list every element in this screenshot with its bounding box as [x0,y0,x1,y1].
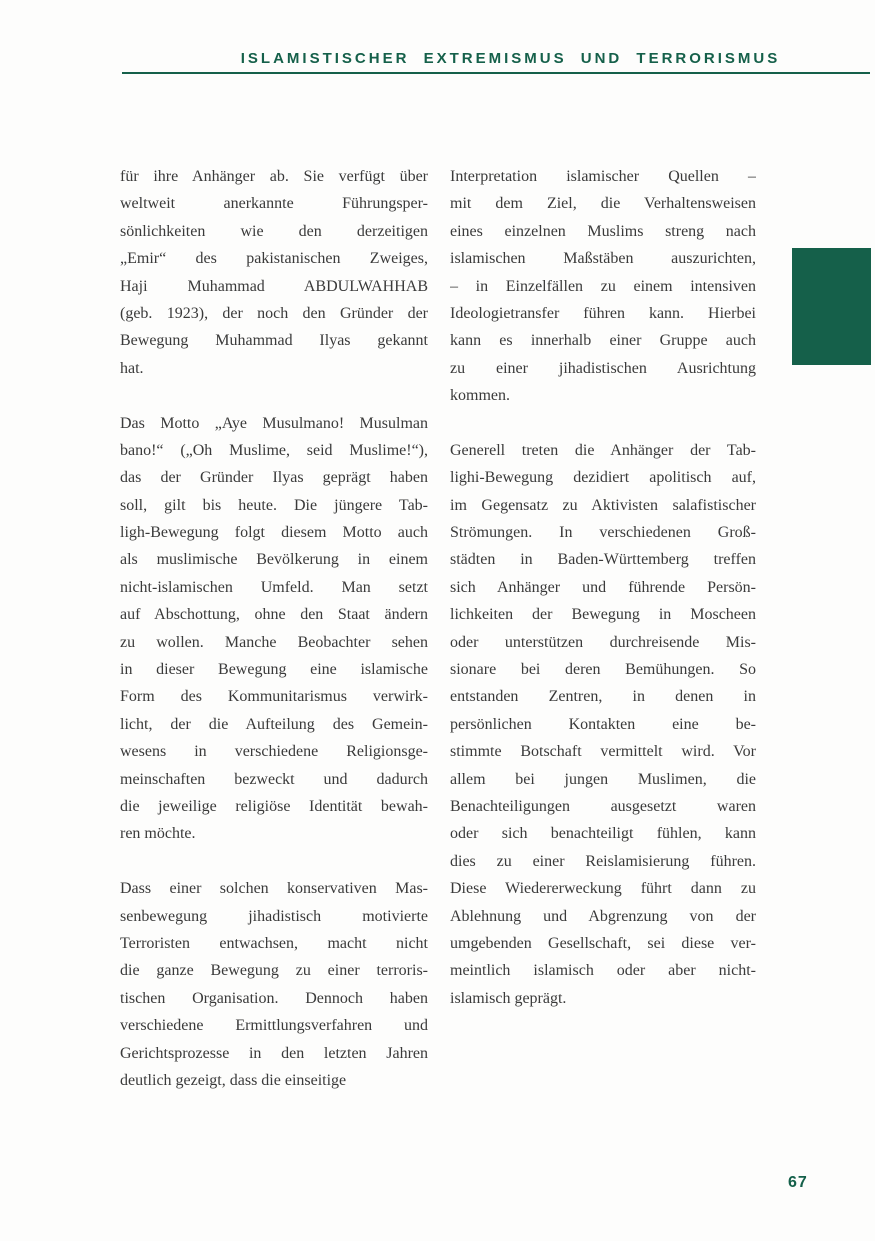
text-line: islamischen Maßstäben auszurichten, [450,250,756,268]
text-line: oder unterstützen durchreisende Mis- [450,633,756,651]
text-line: ligh-Bewegung folgt diesem Motto auch [120,524,428,542]
text-line: zu wollen. Manche Beobachter sehen [120,633,428,651]
text-line: städten in Baden-Württemberg treffen [450,551,756,569]
text-line: eines einzelnen Muslims streng nach [450,222,756,240]
chapter-side-tab [792,248,871,365]
text-line: entstanden Zentren, in denen in [450,688,756,706]
text-column-left [120,163,428,1094]
text-line: nicht-islamischen Umfeld. Man setzt [120,578,428,596]
text-line: weltweit anerkannte Führungsper- [120,195,428,213]
text-line: wesens in verschiedene Religionsge- [120,743,428,761]
text-line: Interpretation islamischer Quellen – [450,168,756,185]
text-line: allem bei jungen Muslimen, die [450,770,756,788]
text-line: kann es innerhalb einer Gruppe auch [450,332,756,350]
text-column-right [450,163,756,1012]
text-line: hat. [120,359,144,377]
text-line: lighi-Bewegung dezidiert apolitisch auf, [450,469,756,487]
text-line: Terroristen entwachsen, macht nicht [120,934,428,952]
text-line: verschiedene Ermittlungsverfahren und [120,1017,428,1035]
page-number: 67 [788,1174,808,1191]
text-line: Form des Kommunitarismus verwirk- [120,688,428,706]
text-line: meintlich islamisch oder aber nicht- [450,962,756,980]
paragraph [450,437,756,1012]
text-line: mit dem Ziel, die Verhaltensweisen [450,195,756,213]
text-line: das der Gründer Ilyas geprägt haben [120,469,428,487]
text-line: lichkeiten der Bewegung in Moscheen [450,606,756,624]
text-line: in dieser Bewegung eine islamische [120,661,428,679]
text-line: Gerichtsprozesse in den letzten Jahren [120,1044,428,1062]
header-rule [122,72,870,74]
text-line: soll, gilt bis heute. Die jüngere Tab- [120,496,428,514]
text-line: im Gegensatz zu Aktivisten salafistischer [450,496,756,514]
text-line: Haji Muhammad ABDULWAHHAB [120,277,428,295]
text-line: stimmte Botschaft vermittelt wird. Vor [450,743,756,761]
text-line: für ihre Anhänger ab. Sie verfügt über [120,168,428,185]
text-line: dies zu einer Reislamisierung führen. [450,852,756,870]
text-line: die ganze Bewegung zu einer terroris- [120,962,428,980]
text-line: senbewegung jihadistisch motivierte [120,907,428,925]
text-line: sönlichkeiten wie den derzeitigen [120,222,428,240]
text-line: Diese Wiedererweckung führt dann zu [450,880,756,898]
text-line: tischen Organisation. Dennoch haben [120,989,428,1007]
text-line: Ideologietransfer führen kann. Hierbei [450,304,756,322]
text-line: Strömungen. In verschiedenen Groß- [450,524,756,542]
text-line: sich Anhänger und führende Persön- [450,578,756,596]
text-line: kommen. [450,387,510,405]
text-line: Bewegung Muhammad Ilyas gekannt [120,332,428,350]
text-line: – in Einzelfällen zu einem intensiven [450,277,756,295]
text-line: bano!“ („Oh Muslime, seid Muslime!“), [120,441,428,459]
text-line: umgebenden Gesellschaft, sei diese ver- [450,934,756,952]
text-line: licht, der die Aufteilung des Gemein- [120,715,428,733]
text-line: Dass einer solchen konservativen Mas- [120,880,428,898]
paragraph [120,410,428,848]
text-line: zu einer jihadistischen Ausrichtung [450,359,756,377]
running-header-title: ISLAMISTISCHER EXTREMISMUS UND TERRORISMUS [240,50,781,67]
text-line: persönlichen Kontakten eine be- [450,715,756,733]
text-line: „Emir“ des pakistanischen Zweiges, [120,250,428,268]
text-line: oder sich benachteiligt fühlen, kann [450,825,756,843]
text-line: islamisch geprägt. [450,989,567,1007]
text-line: ren möchte. [120,825,196,843]
text-line: Ablehnung und Abgrenzung von der [450,907,756,925]
text-line: Generell treten die Anhänger der Tab- [450,441,756,459]
text-line: Benachteiligungen ausgesetzt waren [450,797,756,815]
text-line: als muslimische Bevölkerung in einem [120,551,428,569]
text-line: die jeweilige religiöse Identität bewah- [120,797,428,815]
text-line: meinschaften bezweckt und dadurch [120,770,428,788]
text-line: (geb. 1923), der noch den Gründer der [120,304,428,322]
text-line: Das Motto „Aye Musulmano! Musulman [120,414,428,432]
paragraph [120,163,428,382]
paragraph [450,163,756,410]
paragraph [120,875,428,1094]
text-line: sionare bei deren Bemühungen. So [450,661,756,679]
text-line: auf Abschottung, ohne den Staat ändern [120,606,428,624]
text-line: deutlich gezeigt, dass die einseitige [120,1071,347,1089]
